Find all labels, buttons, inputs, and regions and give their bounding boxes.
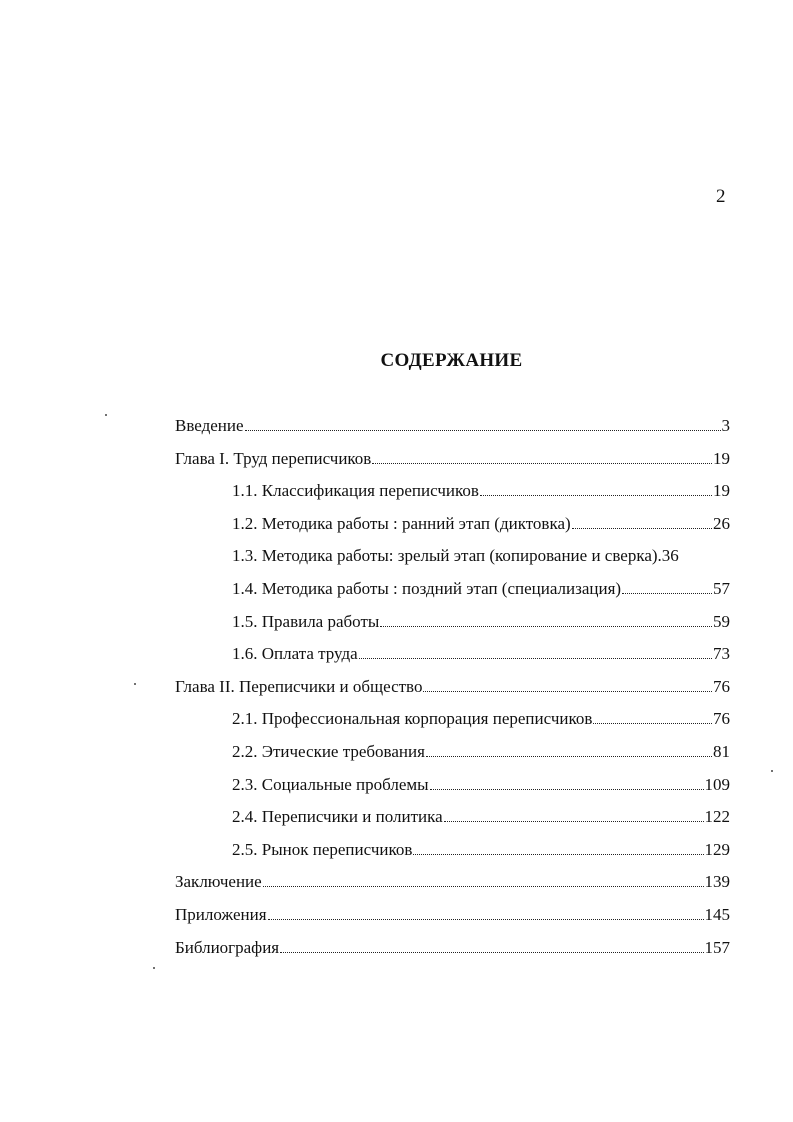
- dot-leader: [380, 625, 712, 627]
- toc-entry-text: 1.4. Методика работы : поздний этап (специализация): [232, 578, 622, 598]
- toc-entry: [175, 775, 730, 808]
- dot-leader: [572, 527, 712, 529]
- toc-entry-page: 157: [704, 937, 730, 957]
- toc-entry-page: 19: [713, 448, 730, 468]
- toc-entry: [175, 514, 730, 547]
- dot-leader: [268, 918, 704, 920]
- toc-entry: [175, 872, 730, 905]
- toc-entry-text: Приложения: [175, 904, 267, 924]
- toc-entry-page: 36: [661, 546, 679, 566]
- toc-entry: [175, 742, 730, 775]
- dot-leader: [413, 853, 703, 855]
- toc-entry: [175, 840, 730, 873]
- dot-leader: [593, 722, 712, 724]
- scan-speck: [105, 414, 107, 416]
- dot-leader: [423, 690, 712, 692]
- dot-leader: [245, 429, 721, 431]
- toc-entry-page: 19: [713, 481, 730, 501]
- toc-entry-text: 1.5. Правила работы: [232, 611, 380, 631]
- toc-entry-page: 76: [713, 709, 730, 729]
- dot-leader: [426, 755, 712, 757]
- toc-entry: [175, 644, 730, 677]
- toc-entry-text: 1.3. Методика работы: зрелый этап (копирование и сверка).: [232, 546, 662, 566]
- dot-leader: [430, 788, 704, 790]
- dot-leader: [280, 951, 703, 953]
- toc-entry-page: 57: [713, 578, 730, 598]
- dot-leader: [622, 592, 712, 594]
- table-of-contents: [175, 416, 730, 970]
- toc-entry: [175, 449, 730, 482]
- toc-entry-text: 2.4. Переписчики и политика: [232, 807, 443, 827]
- toc-entry-page: 76: [713, 676, 730, 696]
- toc-entry-text: 1.6. Оплата труда: [232, 644, 358, 664]
- toc-entry-text: 2.5. Рынок переписчиков: [232, 839, 413, 859]
- toc-entry-text: 1.2. Методика работы : ранний этап (диктовка): [232, 513, 571, 533]
- toc-entry-text: Введение: [175, 416, 244, 435]
- toc-entry: [175, 709, 730, 742]
- toc-entry-page: 139: [704, 872, 730, 892]
- toc-entry-text: 2.2. Этические требования: [232, 741, 425, 761]
- toc-entry-page: 73: [713, 644, 730, 664]
- toc-entry: [175, 416, 730, 449]
- toc-entry-page: 59: [713, 611, 730, 631]
- toc-entry-text: 2.1. Профессиональная корпорация переписчиков: [232, 709, 593, 729]
- toc-entry: [175, 905, 730, 938]
- toc-entry: [175, 677, 730, 710]
- dot-leader: [480, 494, 712, 496]
- toc-entry: [175, 807, 730, 840]
- toc-entry-text: 1.1. Классификация переписчиков: [232, 481, 479, 501]
- toc-entry-text: Глава II. Переписчики и общество: [175, 676, 423, 696]
- scan-speck: [134, 683, 136, 685]
- toc-entry: [175, 579, 730, 612]
- page-number: 2: [716, 186, 726, 207]
- toc-entry-text: Библиография: [175, 937, 280, 957]
- toc-entry-text: Глава I. Труд переписчиков: [175, 448, 372, 468]
- dot-leader: [372, 462, 712, 464]
- scan-speck: [771, 770, 773, 772]
- toc-entry: [175, 546, 730, 579]
- toc-entry-page: 81: [713, 741, 730, 761]
- toc-entry-page: 145: [704, 904, 730, 924]
- dot-leader: [359, 657, 712, 659]
- toc-entry-page: 3: [721, 416, 730, 435]
- toc-entry-text: 2.3. Социальные проблемы: [232, 774, 429, 794]
- toc-entry-page: 129: [704, 839, 730, 859]
- toc-entry: [175, 938, 730, 971]
- toc-entry-text: Заключение: [175, 872, 262, 892]
- dot-leader: [444, 820, 704, 822]
- toc-entry-page: 109: [704, 774, 730, 794]
- toc-entry: [175, 612, 730, 645]
- toc-entry-page: 26: [713, 513, 730, 533]
- toc-entry-page: 122: [704, 807, 730, 827]
- toc-title: СОДЕРЖАНИЕ: [380, 350, 523, 371]
- scan-speck: [153, 967, 155, 969]
- dot-leader: [263, 885, 704, 887]
- toc-entry: [175, 481, 730, 514]
